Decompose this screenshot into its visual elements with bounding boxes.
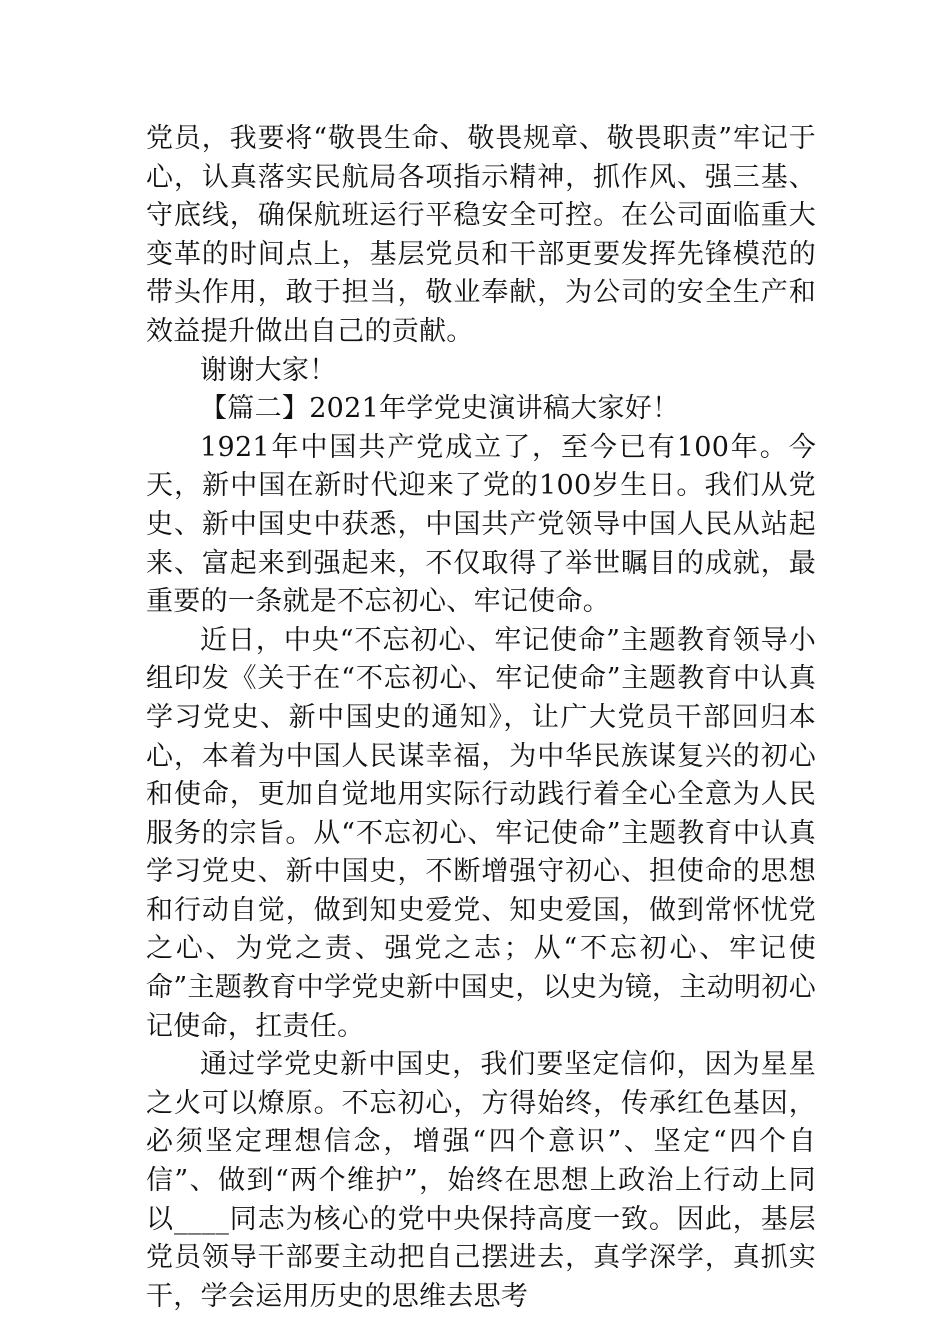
paragraph: 近日，中央“不忘初心、牢记使命”主题教育领导小组印发《关于在“不忘初心、牢记使命”主题教育中认真学习党史、新中国史的通知》，让广大党员干部回归本心，本着为中国人民谋幸福，为中华民族谋复兴的初心和使命，更加自觉地用实际行动践行着全心全意为人民服务的宗旨。从“不忘初心、牢记使命”主题教育中认真学习党史、新中国史，不断增强守初心、担使命的思想和行动自觉，做到知史爱党、知史爱国，做到常怀忧党之心、为党之责、强党之志；从“不忘初心、牢记使命”主题教育中学党史新中国史，以史为镜，主动明初心记使命，扛责任。 <box>146 624 816 1042</box>
document-body <box>146 120 816 1316</box>
paragraph: 1921年中国共产党成立了，至今已有100年。今天，新中国在新时代迎来了党的100岁生日。我们从党史、新中国史中获悉，中国共产党领导中国人民从站起来、富起来到强起来，不仅取得了举世瞩目的成就，最重要的一条就是不忘初心、牢记使命。 <box>146 431 816 618</box>
paragraph-thanks: 谢谢大家！ <box>200 354 337 386</box>
paragraph-continuation: 党员，我要将“敬畏生命、敬畏规章、敬畏职责”牢记于心，认真落实民航局各项指示精神，抓作风、强三基、守底线，确保航班运行平稳安全可控。在公司面临重大变革的时间点上，基层党员和干部更要发挥先锋模范的带头作用，敢于担当，敬业奉献，为公司的安全生产和效益提升做出自己的贡献。 <box>146 123 816 347</box>
paragraph: 通过学党史新中国史，我们要坚定信仰，因为星星之火可以燎原。不忘初心，方得始终，传承红色基因，必须坚定理想信念，增强“四个意识”、坚定“四个自信”、做到“两个维护”，始终在思想上政治上行动上同以____同志为核心的党中央保持高度一致。因此，基层党员领导干部要主动把自己摆进去，真学深学，真抓实干，学会运用历史的思维去思考 <box>146 1049 816 1312</box>
section-heading: 【篇二】2021年学党史演讲稿大家好！ <box>200 393 680 425</box>
